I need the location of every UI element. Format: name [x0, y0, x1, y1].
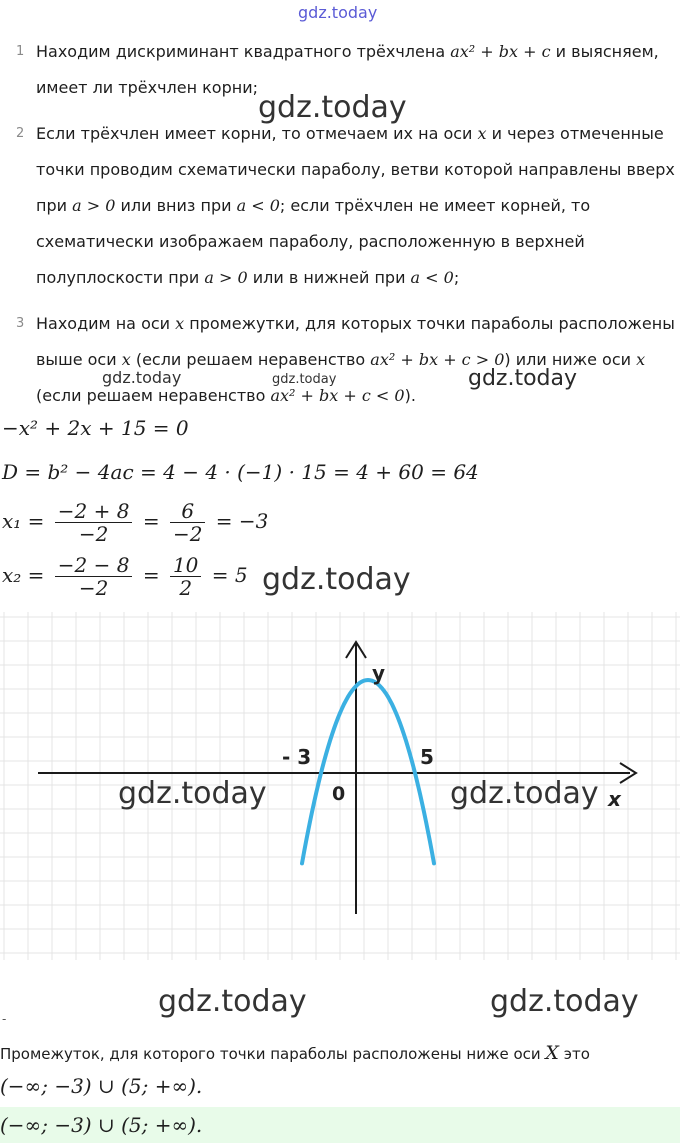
- fraction: $\frac{-2 - 8}{-2}$: [55, 554, 133, 599]
- step-math: ax² + bx + c > 0: [370, 350, 505, 369]
- step-math: ax² + bx + c < 0: [270, 386, 405, 405]
- step-text: или вниз при: [115, 196, 237, 215]
- step-math: a > 0: [72, 196, 116, 215]
- parabola-curve: [302, 680, 434, 863]
- fraction: $\frac{-2 + 8}{-2}$: [55, 500, 133, 545]
- root-label-left: - 3: [282, 745, 312, 769]
- fraction: $\frac{6}{-2}$: [170, 500, 205, 545]
- x2-label: x₂ =: [2, 563, 45, 587]
- step-math: x: [121, 350, 131, 369]
- step-math: x: [175, 314, 185, 333]
- conclusion-text: Промежуток, для которого точки параболы расположены ниже оси X это: [0, 1042, 590, 1064]
- step-text: Находим дискриминант квадратного трёхчлена: [36, 42, 451, 61]
- watermark: gdz.today: [262, 562, 411, 597]
- step-2: [0, 116, 680, 296]
- step-text: Находим на оси: [36, 314, 176, 333]
- answer-interval: (−∞; −3) ∪ (5; +∞).: [0, 1074, 203, 1098]
- discriminant-line: D = b² − 4ac = 4 − 4 · (−1) · 15 = 4 + 60 = 64: [2, 460, 479, 484]
- fraction: $\frac{10}{2}$: [170, 554, 201, 599]
- step-text: ) или ниже оси: [504, 350, 637, 369]
- axis-name: X: [545, 1042, 559, 1064]
- watermark: gdz.today: [258, 90, 407, 125]
- step-text: (если решаем неравенство: [36, 386, 271, 405]
- step-text: ).: [404, 386, 416, 405]
- step-number: 3: [16, 316, 25, 331]
- watermark: gdz.today: [158, 984, 307, 1019]
- step-text: и через отмеченные точки проводим схематически параболу, ветви которой направлены вверх при: [36, 124, 675, 215]
- watermark: gdz.today: [490, 984, 639, 1019]
- root-x2-line: x₂ = $\frac{-2 - 8}{-2}$ = $\frac{10}{2}$ = 5: [2, 553, 248, 600]
- origin-label: 0: [332, 783, 346, 805]
- x1-label: x₁ =: [2, 509, 45, 533]
- step-math: a < 0: [410, 268, 454, 287]
- step-text: и выясняем, имеет ли трёхчлен корни;: [36, 42, 659, 97]
- step-text: промежутки, для которых точки параболы расположены выше оси: [36, 314, 675, 369]
- step-text: Если трёхчлен имеет корни, то отмечаем их на оси: [36, 124, 478, 143]
- watermark: gdz.today: [450, 776, 599, 811]
- x1-result: = −3: [215, 509, 269, 533]
- step-math: ax² + bx + c: [450, 42, 551, 61]
- watermark: gdz.today: [102, 368, 182, 387]
- final-answer: (−∞; −3) ∪ (5; +∞).: [0, 1107, 680, 1143]
- watermark: gdz.today: [468, 366, 578, 391]
- step-3: [0, 306, 680, 414]
- watermark: gdz.today: [118, 776, 267, 811]
- step-number: 1: [16, 44, 25, 59]
- step-math: x: [636, 350, 646, 369]
- step-number: 2: [16, 126, 25, 141]
- step-math: a > 0: [204, 268, 248, 287]
- watermark: gdz.today: [272, 372, 337, 387]
- root-label-right: 5: [420, 745, 434, 769]
- watermark-top: gdz.today: [298, 3, 378, 22]
- step-text: ; если трёхчлен не имеет корней, то схематически изображаем параболу, расположенную в верхней полуплоскости при: [36, 196, 591, 287]
- step-text: или в нижней при: [247, 268, 411, 287]
- step-text: ;: [453, 268, 460, 287]
- quadratic-equation: −x² + 2x + 15 = 0: [2, 416, 189, 440]
- x2-result: = 5: [211, 563, 248, 587]
- root-x1-line: x₁ = $\frac{-2 + 8}{-2}$ = $\frac{6}{-2}$ = −3: [2, 499, 269, 546]
- x-axis-label: x: [608, 787, 621, 811]
- dash-mark: -: [2, 1012, 7, 1026]
- step-math: x: [477, 124, 487, 143]
- step-text: (если решаем неравенство: [130, 350, 371, 369]
- step-math: a < 0: [236, 196, 280, 215]
- y-axis-label: y: [372, 661, 386, 685]
